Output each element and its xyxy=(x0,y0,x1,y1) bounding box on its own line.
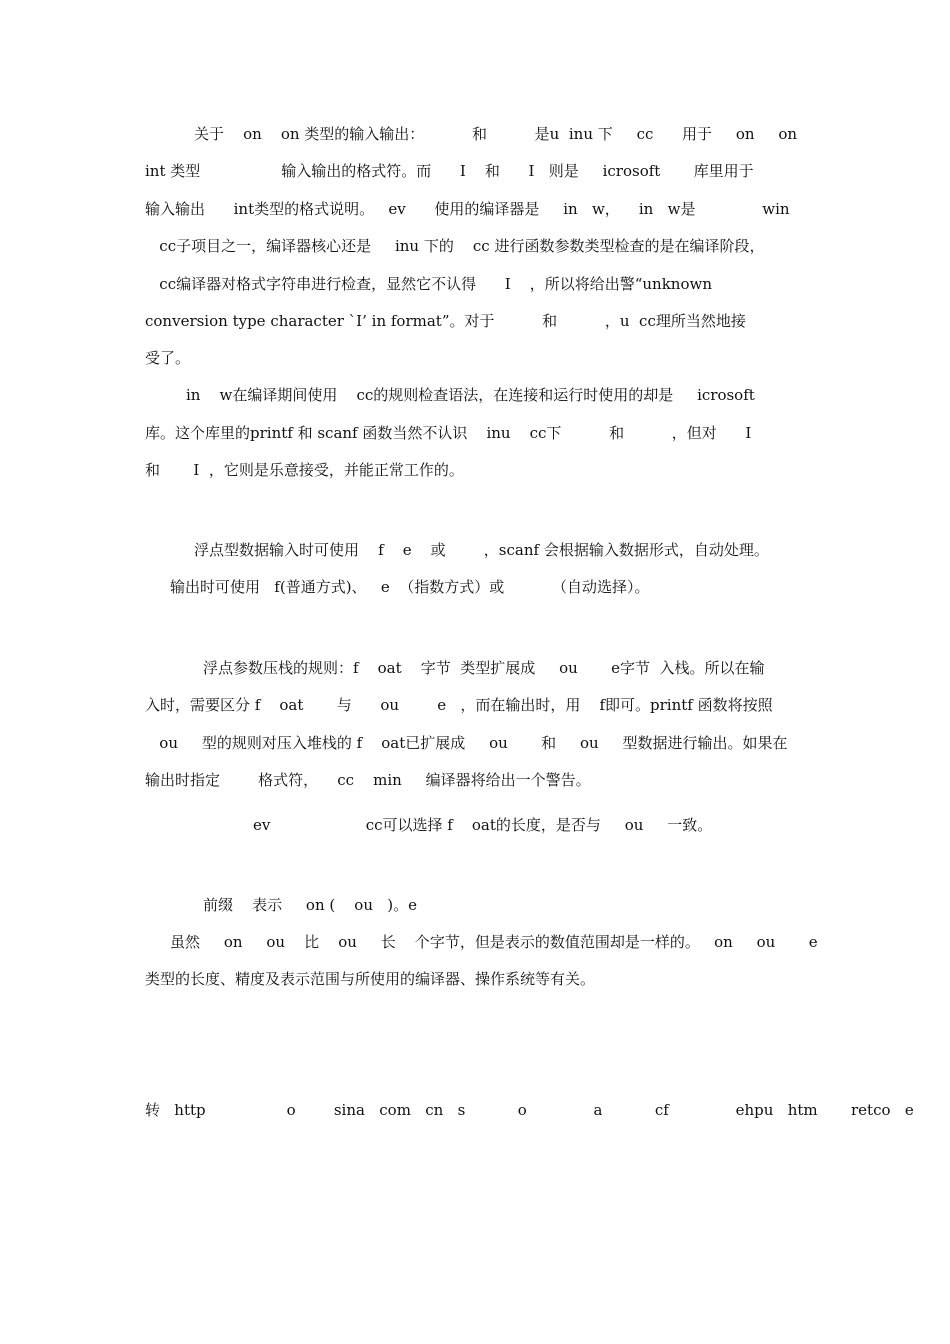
text-line: int 类型 输入输出的格式符。而 I 和 I 则是 icrosoft 库里用于 xyxy=(145,162,754,180)
text-line: 入时，需要区分 f oat 与 ou e ，而在输出时，用 f即可。printf 函数将按照 xyxy=(145,696,773,714)
text-line: 输出时可使用 f(普通方式)、 e （指数方式）或 （自动选择）。 xyxy=(170,578,650,596)
text-line: 前缀 表示 on ( ou )。e xyxy=(203,896,418,914)
text-line: cc编译器对格式字符串进行检查，显然它不认得 I ，所以将给出警“unknown xyxy=(145,275,712,293)
text-line: 类型的长度、精度及表示范围与所使用的编译器、操作系统等有关。 xyxy=(145,970,596,988)
text-line: 浮点型数据输入时可使用 f e 或 ，scanf 会根据输入数据形式，自动处理。 xyxy=(194,541,769,559)
text-line: 和 I ，它则是乐意接受，并能正常工作的。 xyxy=(145,461,464,479)
text-line: 输出时指定 格式符， cc min 编译器将给出一个警告。 xyxy=(145,771,591,789)
source-link-line: 转 http o sina com cn s o a cf ehpu htm retco e xyxy=(145,1101,914,1119)
text-line: 浮点参数压栈的规则：f oat 字节 类型扩展成 ou e字节 入栈。所以在输 xyxy=(203,659,765,677)
text-line: 库。这个库里的printf 和 scanf 函数当然不认识 inu cc下 和 ，但对 I xyxy=(145,424,752,442)
text-line: ou 型的规则对压入堆栈的 f oat已扩展成 ou 和 ou 型数据进行输出。如果在 xyxy=(145,734,788,752)
text-line: ev cc可以选择 f oat的长度，是否与 ou 一致。 xyxy=(253,816,713,834)
text-line: 受了。 xyxy=(145,349,191,367)
text-line: 输入输出 int类型的格式说明。 ev 使用的编译器是 in w， in w是 win xyxy=(145,200,790,218)
text-line: cc子项目之一，编译器核心还是 inu 下的 cc 进行函数参数类型检查的是在编译阶段， xyxy=(145,237,765,255)
text-line: 虽然 on ou 比 ou 长 个字节，但是表示的数值范围却是一样的。 on ou e xyxy=(170,933,818,951)
text-line: in w在编译期间使用 cc的规则检查语法，在连接和运行时使用的却是 icrosoft xyxy=(186,386,755,404)
text-line: 关于 on on 类型的输入输出： 和 是u inu 下 cc 用于 on on xyxy=(194,125,798,143)
text-line: conversion type character `I’ in format”。对于 和 ，u cc理所当然地接 xyxy=(145,312,746,330)
